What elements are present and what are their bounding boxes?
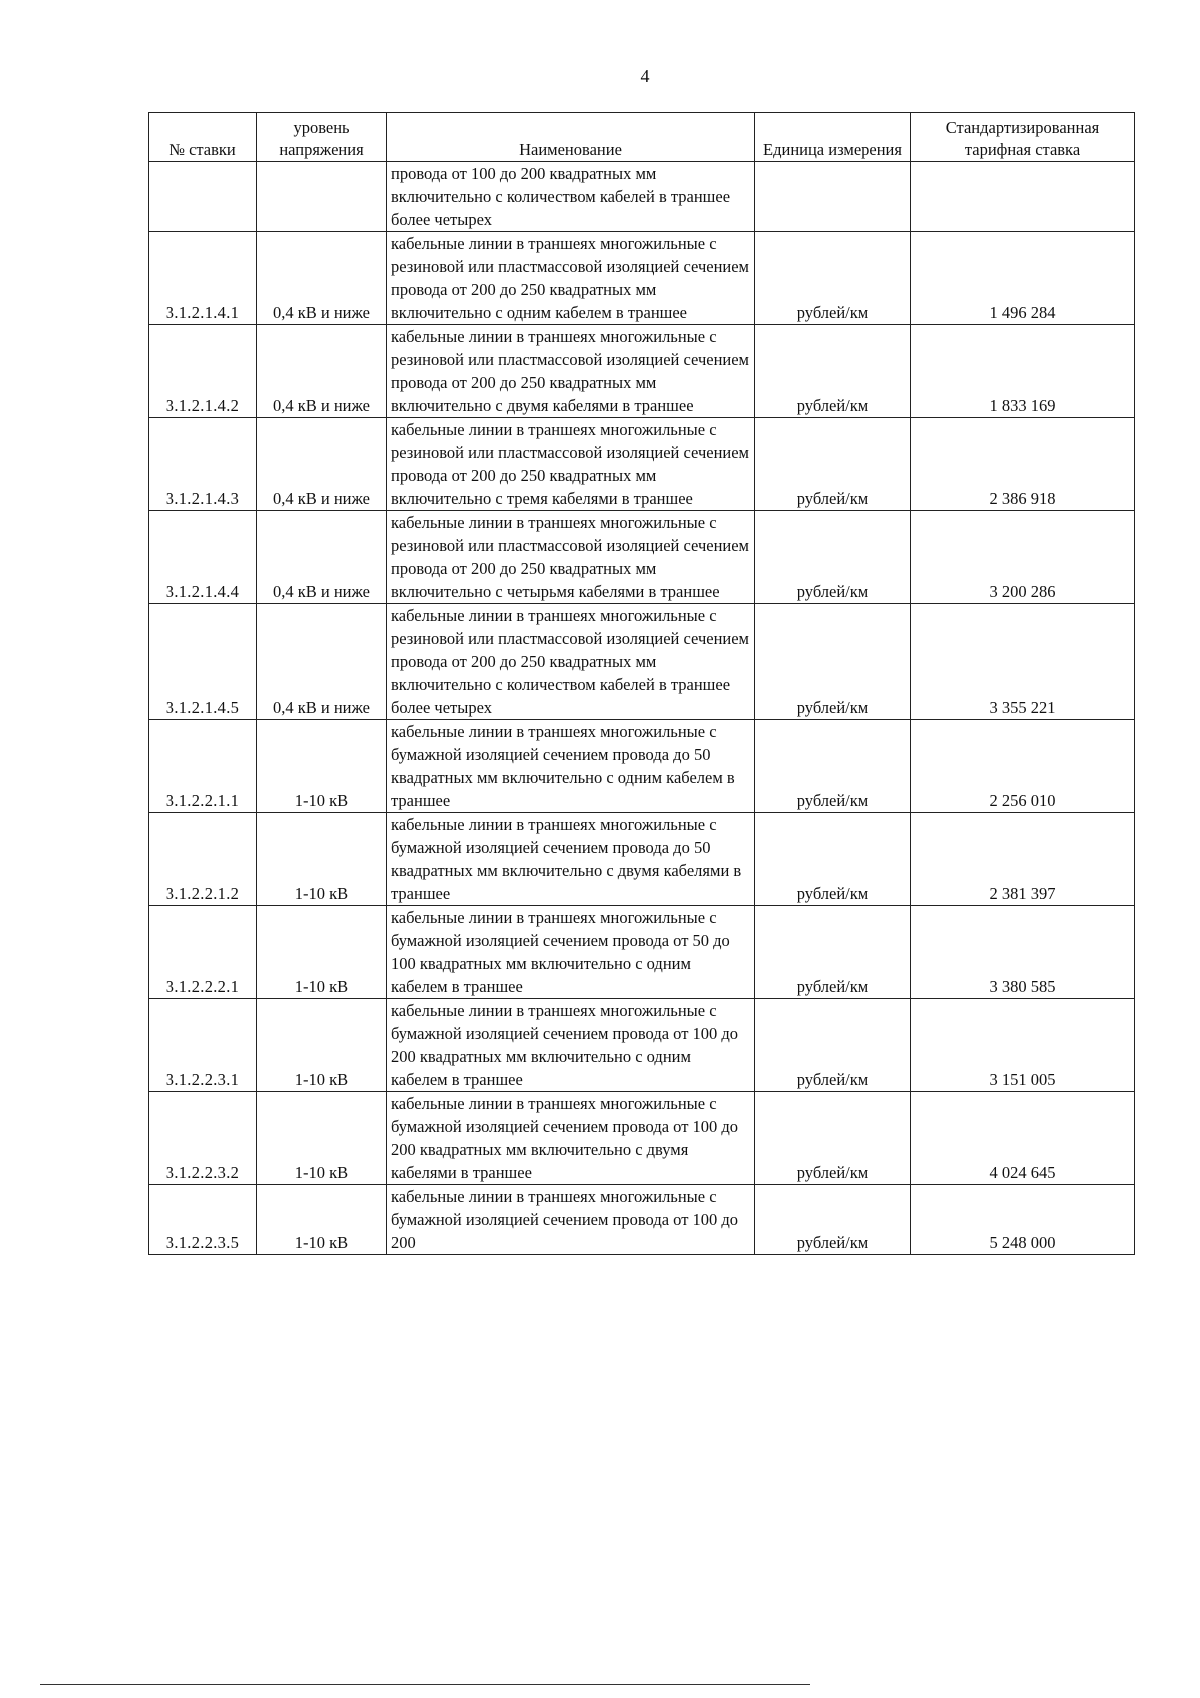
item-name: кабельные линии в траншеях многожильные с резиновой или пластмассовой изоляцией сечением провода от 200 до 250 квадратных мм включительно с тремя кабелями в траншее xyxy=(387,418,755,511)
unit xyxy=(755,162,911,232)
voltage-level xyxy=(257,162,387,232)
voltage-level: 1-10 кВ xyxy=(257,906,387,999)
table-row xyxy=(149,1185,1135,1255)
table-row xyxy=(149,232,1135,325)
unit: рублей/км xyxy=(755,511,911,604)
item-name: кабельные линии в траншеях многожильные с резиновой или пластмассовой изоляцией сечением провода от 200 до 250 квадратных мм включительно с одним кабелем в траншее xyxy=(387,232,755,325)
item-name: кабельные линии в траншеях многожильные с бумажной изоляцией сечением провода от 100 до 200 xyxy=(387,1185,755,1255)
tariff-rate: 3 355 221 xyxy=(911,604,1135,720)
item-name: кабельные линии в траншеях многожильные с резиновой или пластмассовой изоляцией сечением провода от 200 до 250 квадратных мм включительно с двумя кабелями в траншее xyxy=(387,325,755,418)
voltage-level: 0,4 кВ и ниже xyxy=(257,604,387,720)
unit: рублей/км xyxy=(755,999,911,1092)
table-row xyxy=(149,162,1135,232)
voltage-level: 0,4 кВ и ниже xyxy=(257,418,387,511)
rate-code: 3.1.2.1.4.2 xyxy=(149,325,257,418)
header-rate: Стандартизированная тарифная ставка xyxy=(911,113,1135,162)
header-name: Наименование xyxy=(387,113,755,162)
item-name: провода от 100 до 200 квадратных мм включительно с количеством кабелей в траншее более четырех xyxy=(387,162,755,232)
tariff-rate xyxy=(911,162,1135,232)
table-row xyxy=(149,999,1135,1092)
item-name: кабельные линии в траншеях многожильные с резиновой или пластмассовой изоляцией сечением провода от 200 до 250 квадратных мм включительно с четырьмя кабелями в траншее xyxy=(387,511,755,604)
voltage-level: 1-10 кВ xyxy=(257,720,387,813)
unit: рублей/км xyxy=(755,232,911,325)
tariff-rate: 1 833 169 xyxy=(911,325,1135,418)
item-name: кабельные линии в траншеях многожильные с бумажной изоляцией сечением провода от 50 до 100 квадратных мм включительно с одним кабелем в траншее xyxy=(387,906,755,999)
voltage-level: 1-10 кВ xyxy=(257,1185,387,1255)
tariff-rate: 1 496 284 xyxy=(911,232,1135,325)
header-unit: Единица измерения xyxy=(755,113,911,162)
table-row xyxy=(149,325,1135,418)
table-row xyxy=(149,813,1135,906)
rate-code: 3.1.2.1.4.1 xyxy=(149,232,257,325)
header-row xyxy=(149,113,1135,162)
rate-code: 3.1.2.2.3.2 xyxy=(149,1092,257,1185)
rate-code: 3.1.2.2.1.1 xyxy=(149,720,257,813)
rate-code xyxy=(149,162,257,232)
unit: рублей/км xyxy=(755,813,911,906)
rate-code: 3.1.2.2.3.1 xyxy=(149,999,257,1092)
unit: рублей/км xyxy=(755,325,911,418)
tariff-table xyxy=(148,112,1135,1255)
header-code: № ставки xyxy=(149,113,257,162)
rate-code: 3.1.2.2.1.2 xyxy=(149,813,257,906)
item-name: кабельные линии в траншеях многожильные с бумажной изоляцией сечением провода до 50 квадратных мм включительно с одним кабелем в траншее xyxy=(387,720,755,813)
item-name: кабельные линии в траншеях многожильные с бумажной изоляцией сечением провода до 50 квадратных мм включительно с двумя кабелями в траншее xyxy=(387,813,755,906)
voltage-level: 0,4 кВ и ниже xyxy=(257,232,387,325)
rate-code: 3.1.2.1.4.3 xyxy=(149,418,257,511)
rate-code: 3.1.2.2.2.1 xyxy=(149,906,257,999)
unit: рублей/км xyxy=(755,418,911,511)
unit: рублей/км xyxy=(755,1185,911,1255)
table-row xyxy=(149,418,1135,511)
table-row xyxy=(149,604,1135,720)
unit: рублей/км xyxy=(755,604,911,720)
voltage-level: 1-10 кВ xyxy=(257,813,387,906)
tariff-rate: 2 256 010 xyxy=(911,720,1135,813)
item-name: кабельные линии в траншеях многожильные с резиновой или пластмассовой изоляцией сечением провода от 200 до 250 квадратных мм включительно с количеством кабелей в траншее более четырех xyxy=(387,604,755,720)
unit: рублей/км xyxy=(755,906,911,999)
page-number: 4 xyxy=(640,66,650,86)
item-name: кабельные линии в траншеях многожильные с бумажной изоляцией сечением провода от 100 до 200 квадратных мм включительно с одним кабелем в траншее xyxy=(387,999,755,1092)
rate-code: 3.1.2.1.4.4 xyxy=(149,511,257,604)
tariff-rate: 3 151 005 xyxy=(911,999,1135,1092)
tariff-rate: 2 386 918 xyxy=(911,418,1135,511)
voltage-level: 1-10 кВ xyxy=(257,1092,387,1185)
tariff-rate: 4 024 645 xyxy=(911,1092,1135,1185)
tariff-rate: 5 248 000 xyxy=(911,1185,1135,1255)
table-row xyxy=(149,1092,1135,1185)
tariff-rate: 2 381 397 xyxy=(911,813,1135,906)
unit: рублей/км xyxy=(755,720,911,813)
table-body xyxy=(149,162,1135,1255)
voltage-level: 0,4 кВ и ниже xyxy=(257,511,387,604)
table-header xyxy=(149,113,1135,162)
tariff-rate: 3 380 585 xyxy=(911,906,1135,999)
voltage-level: 0,4 кВ и ниже xyxy=(257,325,387,418)
unit: рублей/км xyxy=(755,1092,911,1185)
footnote-divider xyxy=(40,1684,810,1685)
item-name: кабельные линии в траншеях многожильные с бумажной изоляцией сечением провода от 100 до 200 квадратных мм включительно с двумя кабелями в траншее xyxy=(387,1092,755,1185)
rate-code: 3.1.2.1.4.5 xyxy=(149,604,257,720)
table-row xyxy=(149,511,1135,604)
rate-code: 3.1.2.2.3.5 xyxy=(149,1185,257,1255)
table-row xyxy=(149,906,1135,999)
tariff-rate: 3 200 286 xyxy=(911,511,1135,604)
table-row xyxy=(149,720,1135,813)
header-voltage: уровень напряжения xyxy=(257,113,387,162)
voltage-level: 1-10 кВ xyxy=(257,999,387,1092)
